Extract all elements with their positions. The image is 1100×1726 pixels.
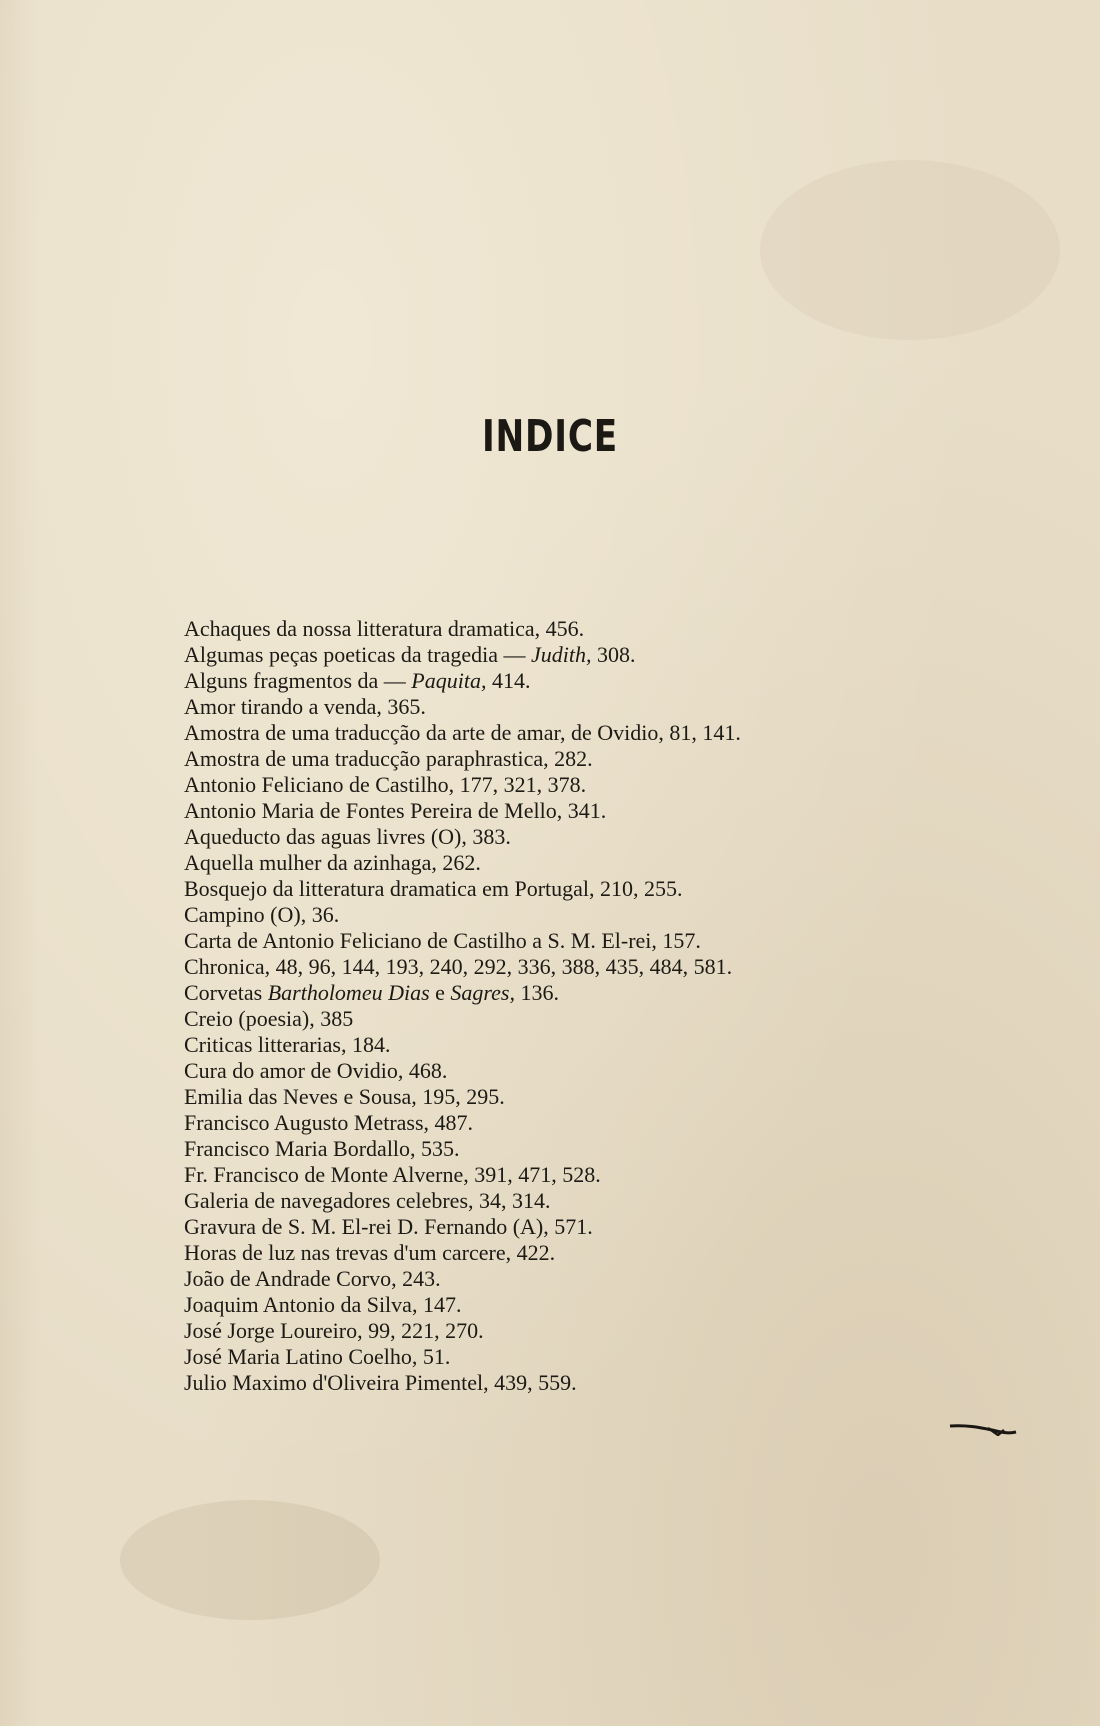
index-entry-text: Creio (poesia), 385 — [184, 1006, 354, 1031]
index-entry — [184, 1136, 944, 1162]
index-entry — [184, 668, 944, 694]
index-entry — [184, 1318, 944, 1344]
index-entry — [184, 902, 944, 928]
index-entry — [184, 1110, 944, 1136]
index-list — [184, 616, 944, 1396]
index-entry — [184, 746, 944, 772]
index-entry-text: 308. — [591, 642, 636, 667]
index-entry-text: 136. — [515, 980, 559, 1005]
index-entry — [184, 616, 944, 642]
index-entry-text: Campino (O), 36. — [184, 902, 340, 927]
index-entry-text: Joaquim Antonio da Silva, 147. — [184, 1292, 462, 1317]
index-entry-text: Aquella mulher da azinhaga, 262. — [184, 850, 481, 875]
index-entry-text: Alguns fragmentos da — — [184, 668, 412, 693]
index-entry — [184, 1188, 944, 1214]
index-entry — [184, 876, 944, 902]
index-entry-text: Cura do amor de Ovidio, 468. — [184, 1058, 448, 1083]
index-entry — [184, 1240, 944, 1266]
index-entry-text: Criticas litterarias, 184. — [184, 1032, 391, 1057]
index-entry — [184, 798, 944, 824]
index-entry — [184, 1084, 944, 1110]
paper-stain — [760, 160, 1060, 340]
index-entry — [184, 642, 944, 668]
index-entry-text: João de Andrade Corvo, 243. — [184, 1266, 441, 1291]
index-entry-text: José Jorge Loureiro, 99, 221, 270. — [184, 1318, 484, 1343]
ink-mark-icon — [948, 1422, 1018, 1436]
index-entry-text: Algumas peças poeticas da tragedia — — [184, 642, 531, 667]
index-entry — [184, 772, 944, 798]
index-entry-text: Horas de luz nas trevas d'um carcere, 422. — [184, 1240, 556, 1265]
index-entry — [184, 1032, 944, 1058]
index-entry-text: Bosquejo da litteratura dramatica em Portugal, 210, 255. — [184, 876, 683, 901]
index-entry — [184, 1162, 944, 1188]
index-entry-text: e — [429, 980, 451, 1005]
index-entry-text: Amor tirando a venda, 365. — [184, 694, 426, 719]
index-entry-text: Francisco Augusto Metrass, 487. — [184, 1110, 474, 1135]
index-entry — [184, 980, 944, 1006]
index-entry-text: Antonio Feliciano de Castilho, 177, 321, 378. — [184, 772, 587, 797]
index-entry — [184, 824, 944, 850]
index-entry-italic-text: Bartholomeu Dias — [267, 980, 430, 1005]
index-entry-italic-text: Paquita, — [411, 668, 487, 693]
index-entry-text: Antonio Maria de Fontes Pereira de Mello, 341. — [184, 798, 607, 823]
index-entry — [184, 1370, 944, 1396]
index-entry — [184, 1344, 944, 1370]
index-entry — [184, 928, 944, 954]
index-entry — [184, 1266, 944, 1292]
index-entry — [184, 1214, 944, 1240]
index-entry — [184, 1006, 944, 1032]
index-entry-text: Amostra de uma traducção paraphrastica, 282. — [184, 746, 593, 771]
index-entry — [184, 850, 944, 876]
index-entry-text: Emilia das Neves e Sousa, 195, 295. — [184, 1084, 505, 1109]
index-entry-italic-text: Sagres, — [450, 980, 515, 1005]
index-entry-text: Aqueducto das aguas livres (O), 383. — [184, 824, 511, 849]
index-entry — [184, 954, 944, 980]
index-entry-text: Achaques da nossa litteratura dramatica, 456. — [184, 616, 585, 641]
index-entry — [184, 1292, 944, 1318]
index-entry-text: Chronica, 48, 96, 144, 193, 240, 292, 336, 388, 435, 484, 581. — [184, 954, 733, 979]
index-entry-text: Carta de Antonio Feliciano de Castilho a S. M. El-rei, 157. — [184, 928, 701, 953]
index-entry-text: Corvetas — [184, 980, 268, 1005]
index-entry-text: José Maria Latino Coelho, 51. — [184, 1344, 451, 1369]
index-entry — [184, 694, 944, 720]
index-entry-text: Julio Maximo d'Oliveira Pimentel, 439, 559. — [184, 1370, 577, 1395]
index-entry-text: Amostra de uma traducção da arte de amar, de Ovidio, 81, 141. — [184, 720, 741, 745]
index-entry-text: Fr. Francisco de Monte Alverne, 391, 471, 528. — [184, 1162, 601, 1187]
index-entry — [184, 1058, 944, 1084]
index-entry-italic-text: Judith, — [530, 642, 592, 667]
index-entry-text: Gravura de S. M. El-rei D. Fernando (A), 571. — [184, 1214, 593, 1239]
index-entry — [184, 720, 944, 746]
paper-stain — [120, 1500, 380, 1620]
index-entry-text: Galeria de navegadores celebres, 34, 314. — [184, 1188, 551, 1213]
index-entry-text: 414. — [486, 668, 531, 693]
index-entry-text: Francisco Maria Bordallo, 535. — [184, 1136, 460, 1161]
page-title: INDICE — [481, 411, 619, 463]
